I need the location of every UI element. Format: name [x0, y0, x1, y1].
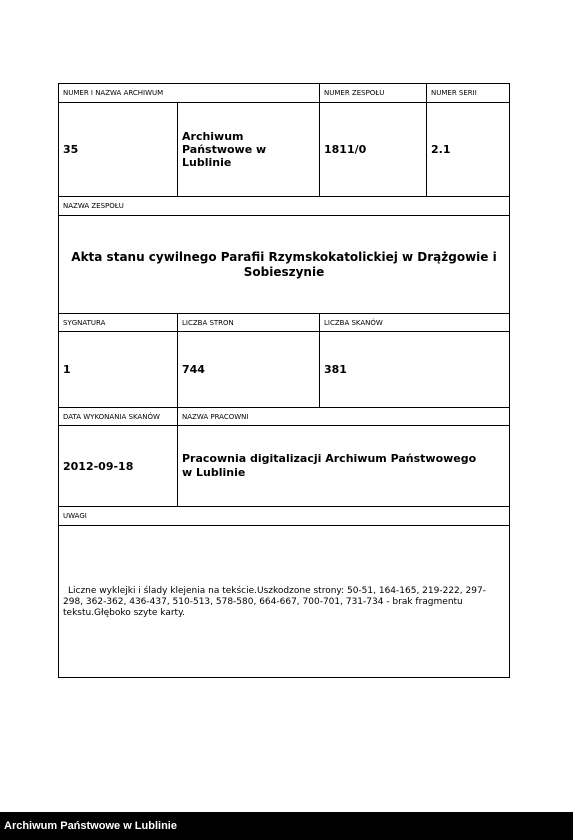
- label-fonds-number: NUMER ZESPOŁU: [319, 84, 426, 102]
- fonds-number-text: 1811/0: [324, 143, 367, 156]
- signature-value: [59, 332, 177, 407]
- fonds-name-row: [59, 216, 509, 314]
- fonds-name-text: Akta stanu cywilnego Parafii Rzymskokatolickiej w Drążgowie i Sobieszynie: [71, 249, 497, 279]
- scans-value: [319, 332, 509, 407]
- scan-header-row: [59, 408, 509, 426]
- label-pages: LICZBA STRON: [177, 314, 319, 331]
- label-series-number: NUMER SERII: [426, 84, 509, 102]
- label-scan-date: DATA WYKONANIA SKANÓW: [63, 413, 160, 421]
- label-fonds-name: NAZWA ZESPOŁU: [63, 202, 124, 210]
- label-notes: UWAGI: [63, 512, 87, 520]
- footer-bar: [0, 812, 573, 840]
- series-number: [426, 103, 509, 196]
- label-scans: LICZBA SKANÓW: [319, 314, 509, 331]
- signature-text: 1: [63, 363, 71, 376]
- fonds-name: [59, 216, 509, 313]
- notes-row: [59, 526, 509, 677]
- archive-name-text: Archiwum Państwowe w Lublinie: [182, 130, 267, 169]
- archive-number: [59, 103, 177, 196]
- label-signature: SYGNATURA: [63, 319, 106, 327]
- footer-text: Archiwum Państwowe w Lublinie: [4, 820, 177, 832]
- notes-label-row: [59, 507, 509, 526]
- scan-date-text: 2012-09-18: [63, 459, 134, 473]
- notes-text: Liczne wyklejki i ślady klejenia na tekście.Uszkodzone strony: 50-51, 164-165, 219-222, 297-298, 362-362, 436-437, 510-513, 578-580, 664-667, 700-701, 731-734 - brak fragmentu tekstu.Głęboko szyte karty.: [63, 586, 486, 618]
- archive-name: [177, 103, 319, 196]
- scan-date-value: [59, 426, 177, 506]
- label-archive: NUMER I NAZWA ARCHIWUM: [63, 89, 164, 97]
- counts-values-row: [59, 332, 509, 408]
- scan-values-row: [59, 426, 509, 507]
- label-workshop: NAZWA PRACOWNI: [177, 408, 509, 425]
- scans-text: 381: [324, 363, 347, 376]
- fonds-number: [319, 103, 426, 196]
- counts-header-row: [59, 314, 509, 332]
- fonds-label-row: [59, 197, 509, 216]
- series-number-text: 2.1: [431, 143, 451, 156]
- pages-value: [177, 332, 319, 407]
- workshop-text: Pracownia digitalizacji Archiwum Państwowego w Lublinie: [182, 452, 477, 479]
- archive-values-row: [59, 103, 509, 197]
- archive-card: [58, 83, 510, 678]
- archive-header-row: [59, 84, 509, 103]
- pages-text: 744: [182, 363, 205, 376]
- workshop-value: [177, 426, 509, 506]
- archive-number-text: 35: [63, 143, 79, 156]
